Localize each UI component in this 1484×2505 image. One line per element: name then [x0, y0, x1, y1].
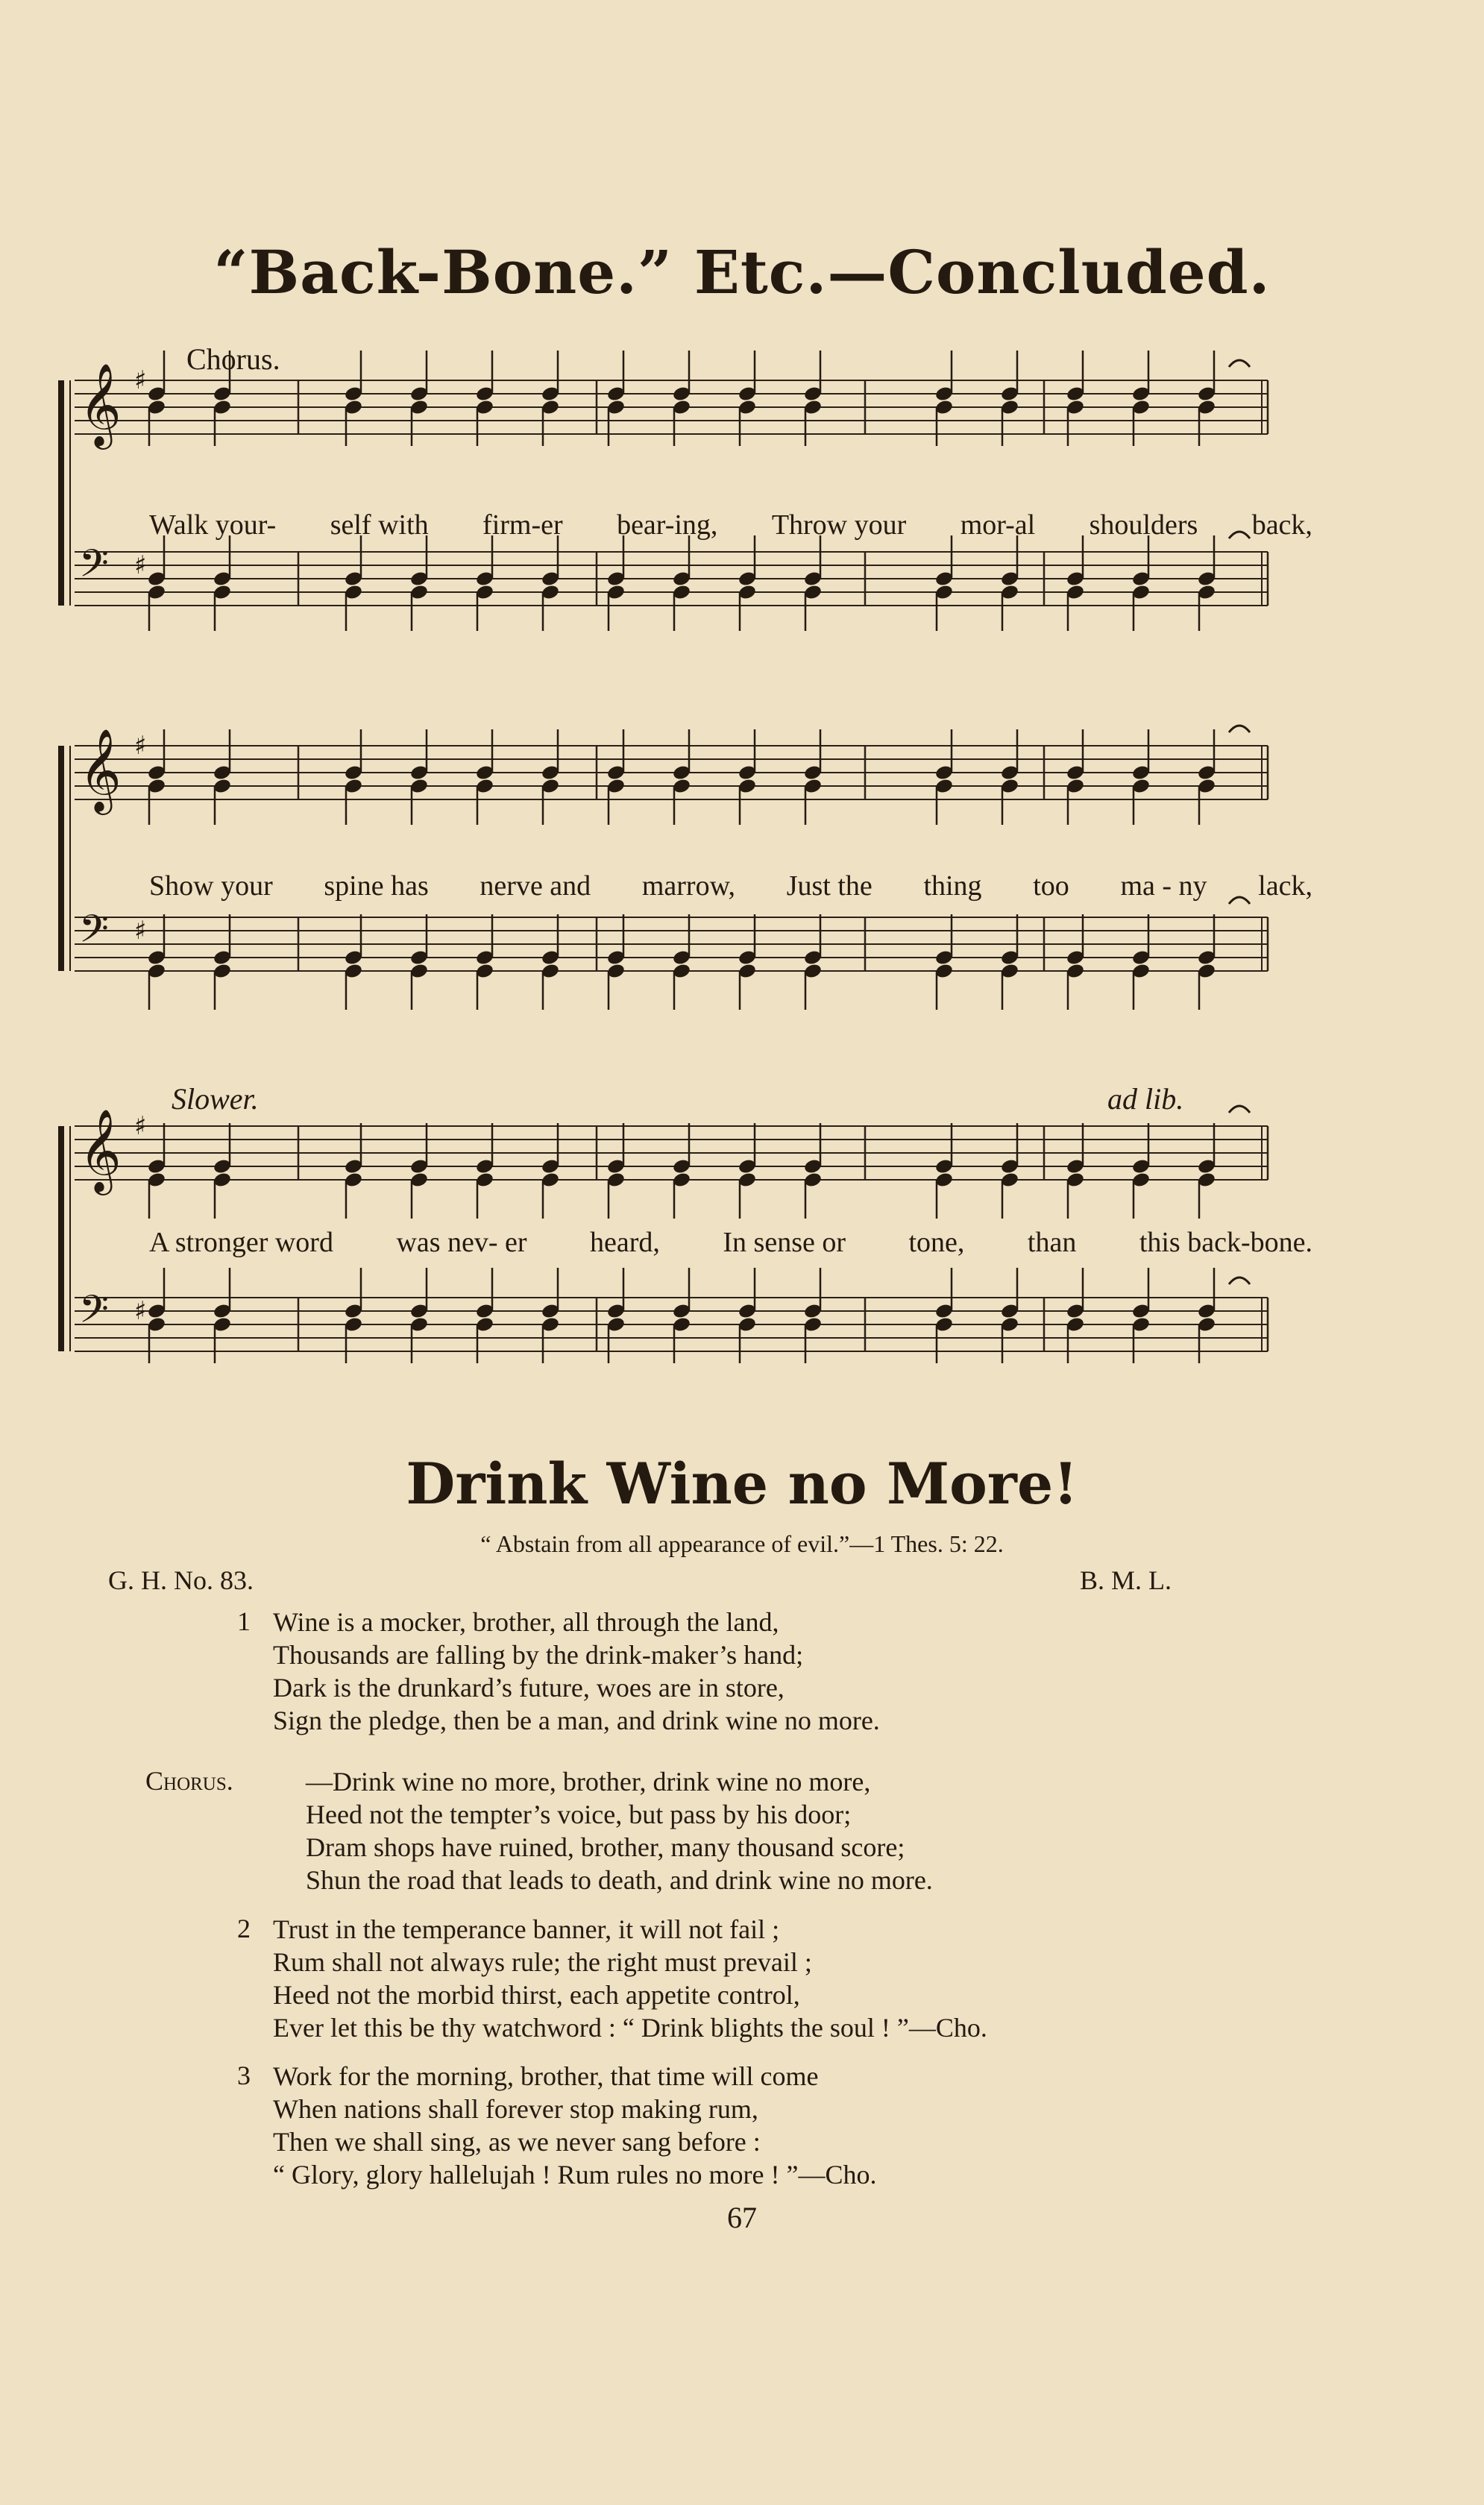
- key-signature: ♯: [134, 1295, 147, 1326]
- lyric-syllable: In sense or: [723, 1227, 846, 1258]
- verse-line: Thousands are falling by the drink-maker’s hand;: [273, 1640, 804, 1670]
- key-signature: ♯: [134, 550, 147, 580]
- bass-clef: 𝄢: [79, 1286, 109, 1342]
- bass-clef: 𝄢: [79, 541, 109, 596]
- lyric-syllable: heard,: [590, 1227, 660, 1258]
- lyric-syllable: firm-er: [482, 509, 563, 541]
- lyric-syllable: nerve and: [480, 870, 591, 902]
- bass-clef: 𝄢: [79, 906, 109, 961]
- lyric-line: [149, 870, 1312, 902]
- verse-line: Heed not the tempter’s voice, but pass by his door;: [306, 1800, 852, 1829]
- lyric-syllable: shoulders: [1089, 509, 1198, 541]
- key-signature: ♯: [134, 365, 147, 395]
- stanza-2: [273, 1913, 987, 2044]
- page-number: 67: [727, 2201, 757, 2234]
- lyric-syllable: Walk your-: [149, 509, 277, 541]
- verse-line: Sign the pledge, then be a man, and drink wine no more.: [273, 1706, 880, 1735]
- bass-staff: [75, 1268, 1268, 1363]
- score-staves: [45, 694, 1283, 1037]
- system-label: Chorus.: [186, 342, 280, 376]
- lyric-line: [149, 1226, 1312, 1259]
- fermata-icon: [1229, 1277, 1250, 1284]
- treble-staff: [75, 351, 1268, 450]
- score-staves: [45, 328, 1283, 671]
- stanza-3: [273, 2060, 877, 2191]
- stanza-number: 2: [237, 1914, 251, 1943]
- key-signature: ♯: [134, 730, 147, 761]
- verse-line: Shun the road that leads to death, and drink wine no more.: [306, 1865, 933, 1895]
- treble-staff: [75, 1106, 1268, 1219]
- lyric-syllable: tone,: [908, 1227, 965, 1258]
- lyric-syllable: bear-ing,: [617, 509, 718, 541]
- chorus-label: Chorus.: [145, 1766, 233, 1796]
- verse-line: Ever let this be thy watchword : “ Drink blights the soul ! ”—Cho.: [273, 2013, 987, 2043]
- lyric-syllable: lack,: [1258, 870, 1312, 902]
- bass-staff: [75, 532, 1268, 631]
- music-system-1: [45, 328, 1312, 671]
- stanza-1: [273, 1606, 880, 1737]
- system-label: Slower.: [172, 1082, 259, 1116]
- key-signature: ♯: [134, 915, 147, 946]
- verse-line: Wine is a mocker, brother, all through the land,: [273, 1607, 779, 1637]
- lyric-syllable: self with: [330, 509, 429, 541]
- verse-line: Heed not the morbid thirst, each appetite control,: [273, 1980, 800, 2010]
- verse-line: Work for the morning, brother, that time will come: [273, 2061, 819, 2091]
- fermata-icon: [1229, 1106, 1250, 1113]
- lyric-line: [149, 509, 1312, 541]
- chorus-text: [254, 1765, 933, 1896]
- verse-line: Dram shops have ruined, brother, many thousand score;: [306, 1832, 905, 1862]
- lyric-syllable: than: [1027, 1227, 1077, 1258]
- lyric-syllable: ma - ny: [1120, 870, 1207, 902]
- system-bracket: [58, 1126, 64, 1351]
- page-title: “Back-Bone.” Etc.—Concluded.: [213, 237, 1271, 307]
- verse-line: When nations shall forever stop making rum,: [273, 2094, 758, 2124]
- treble-clef: 𝄞: [79, 1107, 122, 1192]
- verse-line: Dark is the drunkard’s future, woes are in store,: [273, 1673, 785, 1703]
- verse-line: “ Glory, glory hallelujah ! Rum rules no more ! ”—Cho.: [273, 2160, 877, 2190]
- music-system-2: [45, 694, 1312, 1037]
- verse-line: Rum shall not always rule; the right must prevail ;: [273, 1947, 812, 1977]
- author-initials: B. M. L.: [1080, 1565, 1172, 1595]
- verse-line: Trust in the temperance banner, it will not fail ;: [273, 1914, 780, 1944]
- verse-line: —Drink wine no more, brother, drink wine no more,: [306, 1767, 871, 1797]
- lyric-syllable: Throw your: [771, 509, 907, 541]
- lyric-syllable: too: [1033, 870, 1069, 902]
- lyric-syllable: was nev- er: [396, 1227, 527, 1258]
- lyric-syllable: A stronger word: [149, 1227, 333, 1258]
- key-signature: ♯: [134, 1110, 147, 1141]
- treble-clef: 𝄞: [79, 362, 122, 446]
- lyric-syllable: marrow,: [641, 870, 736, 902]
- tempo-marking: ad lib.: [1107, 1082, 1184, 1116]
- fermata-icon: [1229, 360, 1250, 367]
- lyric-syllable: mor-al: [960, 509, 1036, 541]
- stanza-number: 3: [237, 2061, 251, 2090]
- fermata-icon: [1229, 726, 1250, 732]
- lyric-syllable: spine has: [324, 870, 429, 902]
- verse-line: Then we shall sing, as we never sang before :: [273, 2127, 761, 2157]
- system-bracket: [58, 746, 64, 971]
- treble-staff: [75, 726, 1268, 825]
- lyric-syllable: thing: [923, 870, 982, 902]
- song-title: Drink Wine no More!: [406, 1450, 1078, 1517]
- treble-clef: 𝄞: [79, 727, 122, 811]
- lyric-syllable: back,: [1251, 509, 1312, 541]
- bass-staff: [75, 897, 1268, 1010]
- lyric-syllable: Just the: [786, 870, 873, 902]
- lyric-syllable: Show your: [149, 870, 273, 902]
- hymn-reference: G. H. No. 83.: [108, 1565, 254, 1595]
- scripture-epigraph: “ Abstain from all appearance of evil.”—1 Thes. 5: 22.: [480, 1530, 1004, 1557]
- stanza-number: 1: [237, 1606, 251, 1636]
- system-bracket: [58, 380, 64, 606]
- lyric-syllable: this back-bone.: [1139, 1227, 1312, 1258]
- music-system-3: [45, 1059, 1312, 1409]
